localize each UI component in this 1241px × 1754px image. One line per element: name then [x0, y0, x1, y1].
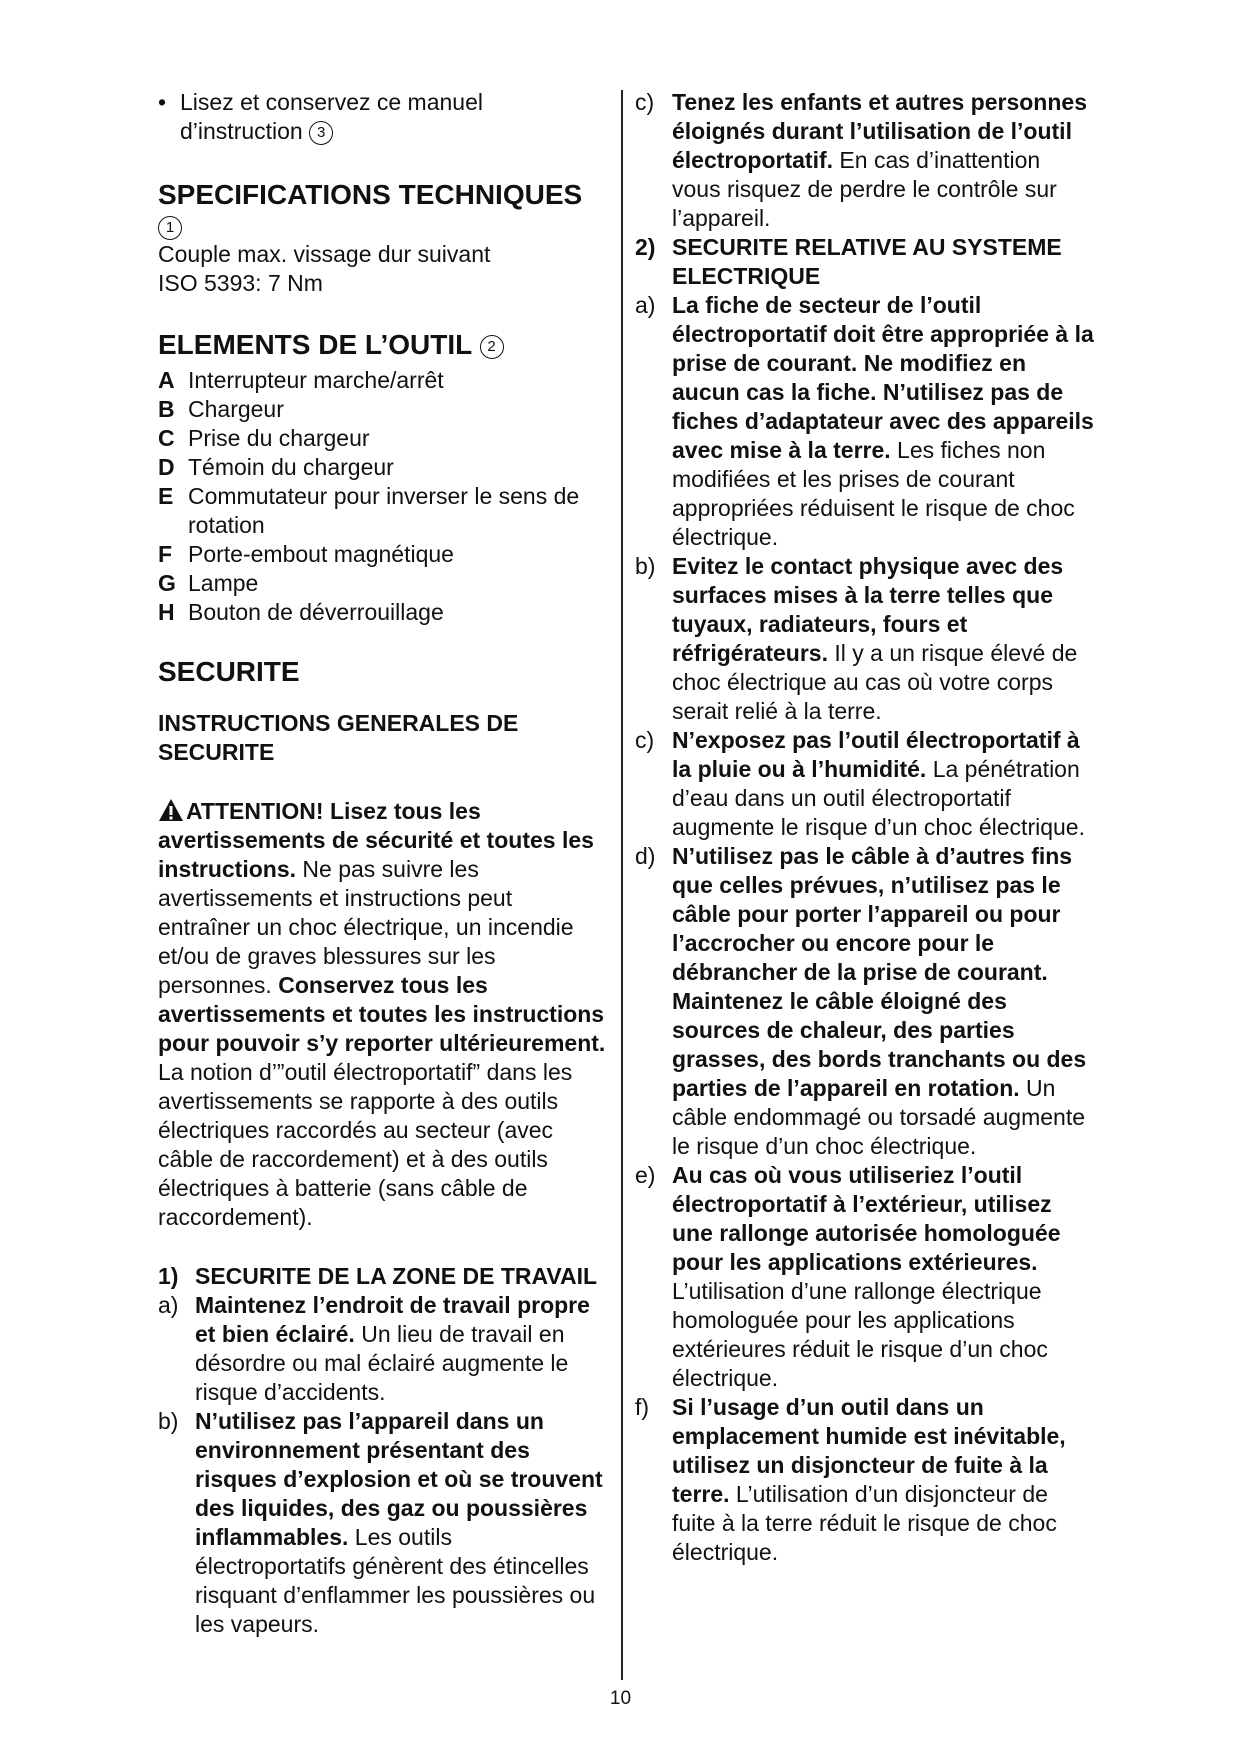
section-2-list	[635, 291, 1095, 1567]
instruction-body	[195, 1291, 608, 1407]
bullet-dot-icon: •	[158, 89, 167, 115]
section-2-title: SECURITE RELATIVE AU SYSTEME ELECTRIQUE	[672, 234, 1062, 289]
instruction-label: a)	[158, 1292, 179, 1318]
element-item	[158, 569, 608, 598]
right-column	[635, 88, 1095, 1567]
instruction-item	[635, 552, 1095, 726]
warning-bold-1: ATTENTION! Lisez tous les avertissements de sécurité et toutes les instructions.	[158, 798, 594, 882]
figure-ref-3: 3	[309, 121, 333, 145]
instruction-body	[672, 1161, 1095, 1393]
item-c-children	[635, 88, 1095, 233]
instruction-label: c)	[635, 727, 655, 753]
element-letter: H	[158, 599, 175, 625]
instruction-body	[672, 726, 1095, 842]
element-text: Lampe	[188, 570, 259, 596]
section-1-heading	[158, 1262, 608, 1291]
warning-triangle-icon	[158, 798, 184, 822]
element-letter: C	[158, 425, 175, 451]
instruction-label: a)	[635, 292, 656, 318]
securite-title: SECURITE	[158, 656, 300, 687]
instruction-bold: Maintenez l’endroit de travail propre et bien éclairé.	[195, 1292, 590, 1347]
instruction-body	[672, 552, 1095, 726]
element-item	[158, 453, 608, 482]
item-c-bold: Tenez les enfants et autres personnes éloignés durant l’utilisation de l’outil électroportatif.	[672, 89, 1087, 173]
instruction-text: Les fiches non modifiées et les prises de courant appropriées réduisent le risque de choc électrique.	[672, 437, 1075, 550]
figure-ref-2: 2	[480, 335, 504, 359]
section-2-number: 2)	[635, 234, 656, 260]
instruction-item	[635, 842, 1095, 1161]
left-column	[158, 88, 608, 1639]
instruction-text: Il y a un risque élevé de choc électrique au cas où votre corps serait relié à la terre.	[672, 640, 1078, 724]
element-letter: A	[158, 367, 175, 393]
instruction-item	[158, 1291, 608, 1407]
instruction-bold: Si l’usage d’un outil dans un emplacement humide est inévitable, utilisez un disjoncteur de fuite à la terre.	[672, 1394, 1066, 1507]
instruction-label: b)	[158, 1408, 179, 1434]
instruction-item	[635, 1393, 1095, 1567]
instruction-label: f)	[635, 1394, 650, 1420]
element-text: Commutateur pour inverser le sens de rotation	[188, 483, 580, 538]
instruction-bold: N’utilisez pas le câble à d’autres fins que celles prévues, n’utilisez pas le câble pour porter l’appareil ou pour l’accrocher ou encore pour le débrancher de la prise de courant. Maintenez le câble éloigné des sources de chaleur, des parties grasses, des bords tranchants ou des parties de l’appareil en rotation.	[672, 843, 1087, 1101]
element-item	[158, 424, 608, 453]
instruction-label: e)	[635, 1162, 656, 1188]
warning-text-2: La notion d’”outil électroportatif” dans les avertissements se rapporte à des outils électriques raccordés au secteur (avec câble de raccordement) et à des outils électriques à batterie (sans câble de raccordement).	[158, 1059, 573, 1230]
element-text: Prise du chargeur	[188, 425, 370, 451]
element-text: Porte-embout magnétique	[188, 541, 454, 567]
element-item	[158, 366, 608, 395]
instruction-body	[672, 842, 1095, 1161]
element-text: Bouton de déverrouillage	[188, 599, 444, 625]
instruction-text: La pénétration d’eau dans un outil électroportatif augmente le risque d’un choc électrique.	[672, 756, 1085, 840]
instruction-bold: Au cas où vous utiliseriez l’outil électroportatif à l’extérieur, utilisez une rallonge autorisée homologuée pour les applications extérieures.	[672, 1162, 1061, 1275]
elements-title-text: ELEMENTS DE L’OUTIL	[158, 329, 472, 360]
spec-line-1: Couple max. vissage dur suivant	[158, 241, 491, 267]
instruction-bold: N’exposez pas l’outil électroportatif à la pluie ou à l’humidité.	[672, 727, 1080, 782]
warning-text-1: Ne pas suivre les avertissements et instructions peut entraîner un choc électrique, un incendie et/ou de graves blessures sur les personnes.	[158, 856, 574, 998]
instruction-bold: N’utilisez pas l’appareil dans un environnement présentant des risques d’explosion et où se trouvent des liquides, des gaz ou poussières inflammables.	[195, 1408, 603, 1550]
element-item	[158, 598, 608, 627]
section-2-heading	[635, 233, 1095, 291]
element-letter: F	[158, 541, 173, 567]
instruction-item	[635, 1161, 1095, 1393]
instruction-label: b)	[635, 553, 656, 579]
element-letter: E	[158, 483, 174, 509]
warning-paragraph	[158, 797, 608, 1232]
instruction-text: Un lieu de travail en désordre ou mal éclairé augmente le risque d’accidents.	[195, 1321, 569, 1405]
element-letter: B	[158, 396, 175, 422]
element-item	[158, 540, 608, 569]
section-1-number: 1)	[158, 1263, 179, 1289]
element-item	[158, 482, 608, 540]
instruction-bold: La fiche de secteur de l’outil électroportatif doit être appropriée à la prise de courant. Ne modifiez en aucun cas la fiche. N’utilisez pas de fiches d’adaptateur avec des appareils avec mise à la terre.	[672, 292, 1094, 463]
instructions-title: INSTRUCTIONS GENERALES DE SECURITE	[158, 710, 519, 765]
instruction-body	[195, 1407, 608, 1639]
instruction-text: Les outils électroportatifs génèrent des étincelles risquant d’enflammer les poussières ou les vapeurs.	[195, 1524, 596, 1637]
warning-bold-2: Conservez tous les avertissements et toutes les instructions pour pouvoir s’y reporter ultérieurement.	[158, 972, 606, 1056]
instruction-text: Un câble endommagé ou torsadé augmente le risque d’un choc électrique.	[672, 1075, 1086, 1159]
instruction-bold: Evitez le contact physique avec des surfaces mises à la terre telles que tuyaux, radiateurs, fours et réfrigérateurs.	[672, 553, 1064, 666]
elements-list	[158, 366, 608, 627]
spec-line-2: ISO 5393: 7 Nm	[158, 270, 323, 296]
instruction-item	[158, 1407, 608, 1639]
bullet-read-manual	[158, 88, 608, 146]
element-letter: D	[158, 454, 175, 480]
element-text: Chargeur	[188, 396, 284, 422]
instruction-item	[635, 726, 1095, 842]
instruction-item	[635, 291, 1095, 552]
instruction-text: L’utilisation d’un disjoncteur de fuite à la terre réduit le risque de choc électrique.	[672, 1481, 1057, 1565]
instruction-body	[672, 1393, 1095, 1567]
item-c-text: En cas d’inattention vous risquez de perdre le contrôle sur l’appareil.	[672, 147, 1057, 231]
figure-ref-1: 1	[158, 216, 182, 240]
bullet-text: Lisez et conservez ce manuel d’instruction	[180, 89, 483, 144]
element-text: Interrupteur marche/arrêt	[188, 367, 444, 393]
element-letter: G	[158, 570, 176, 596]
spec-title: SPECIFICATIONS TECHNIQUES	[158, 179, 583, 210]
section-1-title: SECURITE DE LA ZONE DE TRAVAIL	[195, 1263, 598, 1289]
instruction-body	[672, 291, 1095, 552]
item-c-label: c)	[635, 89, 655, 115]
element-item	[158, 395, 608, 424]
instruction-label: d)	[635, 843, 656, 869]
elements-title	[158, 328, 608, 362]
element-text: Témoin du chargeur	[188, 454, 394, 480]
page-number: 10	[609, 1688, 632, 1709]
instruction-text: L’utilisation d’une rallonge électrique homologuée pour les applications extérieures réduit le risque d’un choc électrique.	[672, 1278, 1048, 1391]
section-1-list	[158, 1291, 608, 1639]
column-divider	[621, 90, 623, 1680]
